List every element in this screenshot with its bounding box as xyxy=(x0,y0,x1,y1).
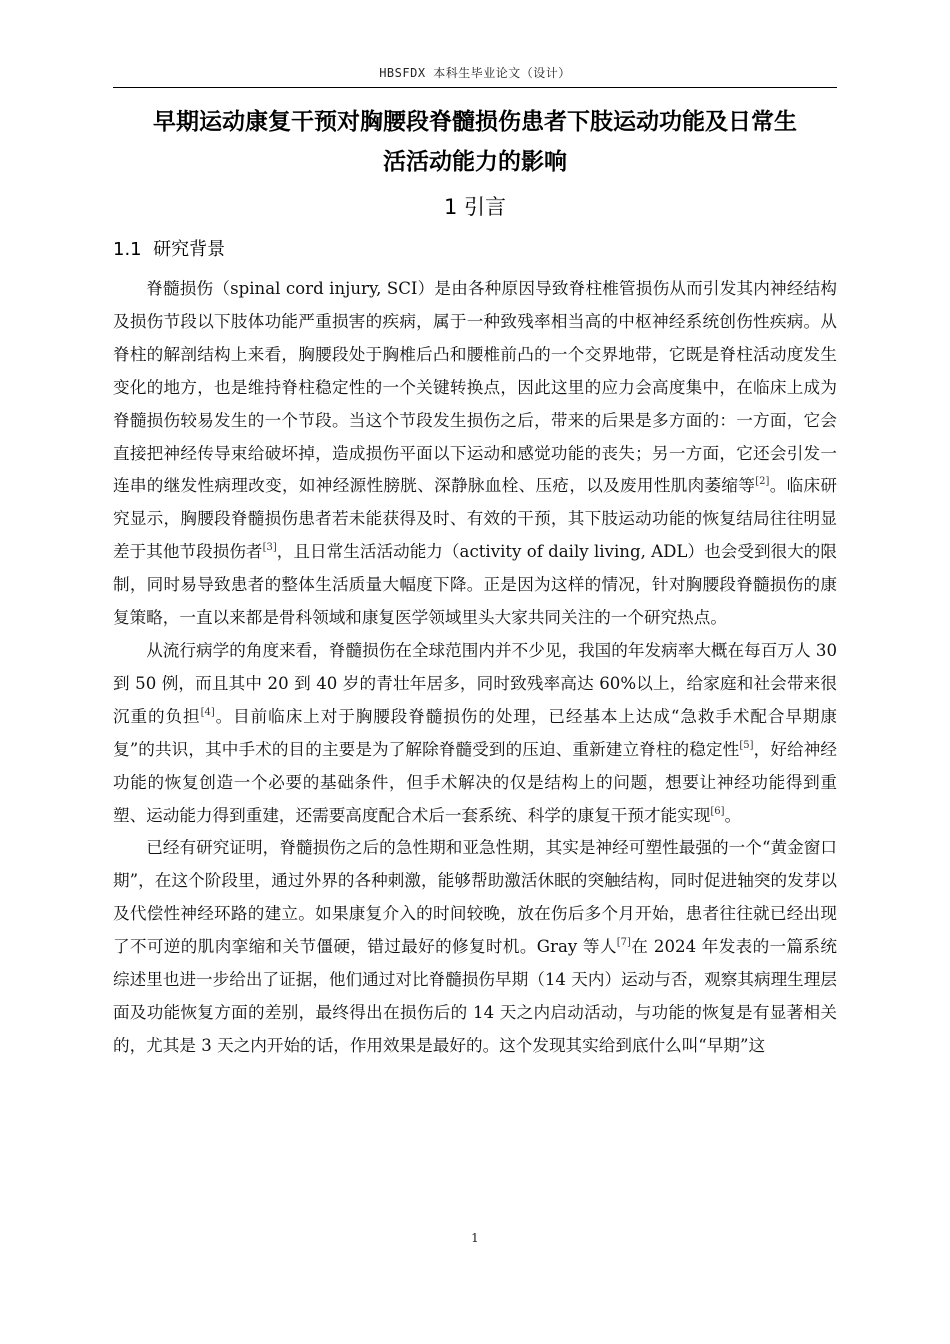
text-run: 。 xyxy=(724,805,742,825)
citation-ref: [7] xyxy=(616,937,631,949)
text-run: ，且日常生活活动能力（activity of daily living, ADL）也会受到很大的限制，同时易导致患者的整体生活质量大幅度下降。正是因为这样的情况，针对胸腰段脊髓损伤的康复策略，一直以来都是骨科领域和康复医学领域里头大家共同关注的一个研究热点。 xyxy=(113,542,838,628)
running-header: HBSFDX 本科生毕业论文（设计） xyxy=(379,66,571,80)
title-line-2: 活活动能力的影响 xyxy=(383,149,567,175)
page-number: 1 xyxy=(471,1231,479,1245)
section-number: 1 xyxy=(443,195,458,219)
citation-ref: [4] xyxy=(200,706,215,718)
subsection-title: 研究背景 xyxy=(153,239,226,260)
citation-ref: [6] xyxy=(710,805,725,817)
text-run: 脊髓损伤（spinal cord injury, SCI）是由各种原因导致脊柱椎管损伤从而引发其内神经结构及损伤节段以下肢体功能严重损害的疾病，属于一种致残率相当高的中枢神经系统创伤性疾病。从脊柱的解剖结构上来看，胸腰段处于胸椎后凸和腰椎前凸的一个交界地带，它既是脊柱活动度发生变化的地方，也是维持脊柱稳定性的一个关键转换点，因此这里的应力会高度集中，在临床上成为脊髓损伤较易发生的一个节段。当这个节段发生损伤之后，带来的后果是多方面的：一方面，它会直接把神经传导束给破坏掉，造成损伤平面以下运动和感觉功能的丧失；另一方面，它还会引发一连串的继发性病理改变，如神经源性膀胱、深静脉血栓、压疮，以及废用性肌肉萎缩等 xyxy=(113,279,837,496)
text-run: 。临床研究显示，胸腰段脊髓损伤患者若未能获得及时、有效的干预，其下肢运动功能的恢复结局往往明显差于其他节段损伤者 xyxy=(113,476,838,562)
text-run: 。目前临床上对于胸腰段脊髓损伤的处理，已经基本上达成“急救手术配合早期康复”的共识，其中手术的目的主要是为了解除脊髓受到的压迫、重新建立脊柱的稳定性 xyxy=(113,706,838,759)
text-run: 从流行病学的角度来看，脊髓损伤在全球范围内并不少见，我国的年发病率大概在每百万人 30 到 50 例，而且其中 20 到 40 岁的青壮年居多，同时致残率高达 60%以上，给家庭和社会带来很沉重的负担 xyxy=(113,640,837,726)
text-run: ，好给神经功能的恢复创造一个必要的基础条件，但手术解决的仅是结构上的问题，想要让神经功能得到重塑、运动能力得到重建，还需要高度配合术后一套系统、科学的康复干预才能实现 xyxy=(113,739,837,825)
citation-ref: [3] xyxy=(262,542,277,554)
text-run: 在 2024 年发表的一篇系统综述里也进一步给出了证据，他们通过对比脊髓损伤早期（14 天内）运动与否，观察其病理生理层面及功能恢复方面的差别，最终得出在损伤后的 14 天之内启动活动，与功能的恢复是有显著相关的，尤其是 3 天之内开始的话，作用效果是最好的。这个发现其实给到底什么叫“早期”这 xyxy=(113,937,838,1055)
body-text xyxy=(113,273,837,1063)
subsection-number: 1.1 xyxy=(113,239,142,260)
section-heading xyxy=(113,189,837,225)
paragraph-1 xyxy=(113,273,837,635)
subsection-heading xyxy=(113,234,225,266)
paragraph-3 xyxy=(113,832,837,1062)
paragraph-2 xyxy=(113,635,837,832)
header-rule xyxy=(113,87,837,88)
title-line-1: 早期运动康复干预对胸腰段脊髓损伤患者下肢运动功能及日常生 xyxy=(153,109,797,135)
document-title xyxy=(113,102,837,182)
text-run: 已经有研究证明，脊髓损伤之后的急性期和亚急性期，其实是神经可塑性最强的一个“黄金窗口期”，在这个阶段里，通过外界的各种刺激，能够帮助激活休眠的突触结构，同时促进轴突的发芽以及代偿性神经环路的建立。如果康复介入的时间较晚，放在伤后多个月开始，患者往往就已经出现了不可逆的肌肉挛缩和关节僵硬，错过最好的修复时机。Gray 等人 xyxy=(113,838,837,957)
section-title: 引言 xyxy=(464,195,507,219)
citation-ref: [2] xyxy=(755,476,770,488)
citation-ref: [5] xyxy=(739,739,754,751)
